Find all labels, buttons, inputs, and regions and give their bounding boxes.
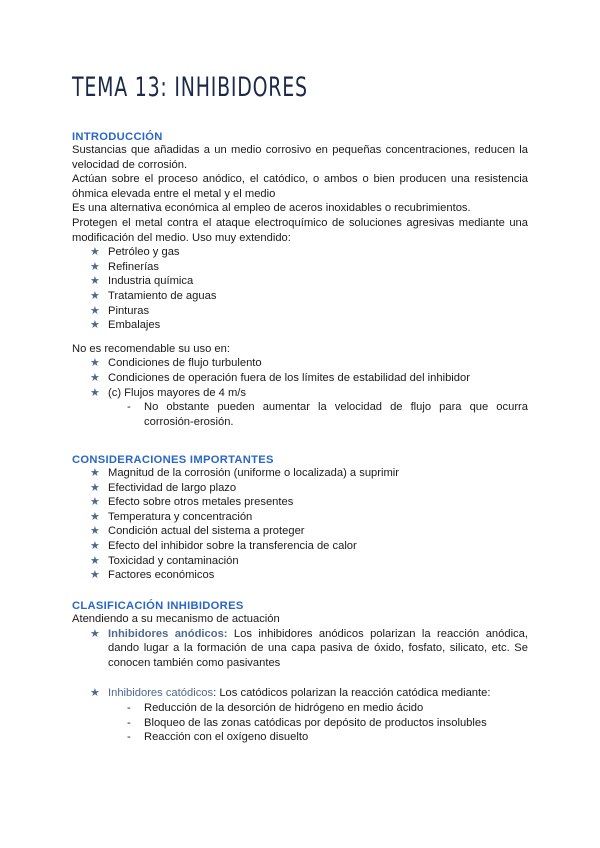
star-bullet-icon: ★ [90, 275, 100, 288]
list-item [72, 627, 528, 671]
list-item: ★ Condición actual del sistema a proteger [90, 525, 305, 538]
intro-paragraph-2: Actúan sobre el proceso anódico, el catódico, o ambos o bien producen una resistencia óhmica elevada entre el metal y el medio [72, 173, 528, 200]
star-bullet-icon: ★ [90, 304, 100, 317]
intro-paragraph-4: Protegen el metal contra el ataque electroquímico de soluciones agresivas mediante una modificación del medio. Uso muy extendido: [72, 216, 528, 244]
page-title: TEMA 13: INHIBIDORES [72, 72, 308, 103]
list-item: ★ Efectividad de largo plazo [90, 481, 237, 494]
intro-paragraph-3: Es una alternativa económica al empleo de aceros inoxidables o recubrimientos. [72, 202, 471, 215]
star-bullet-icon: ★ [90, 260, 100, 273]
star-bullet-icon: ★ [90, 510, 100, 523]
dash-bullet-icon: - [127, 701, 131, 714]
intro-paragraph-1: Sustancias que añadidas a un medio corrosivo en pequeñas concentraciones, reducen la velocidad de corrosión. [72, 144, 528, 171]
classification-section [72, 600, 528, 745]
star-bullet-icon: ★ [90, 569, 100, 582]
anodic-list [72, 627, 528, 671]
list-item: ★ Factores económicos [90, 569, 215, 582]
uses-list [72, 245, 528, 333]
list-item: - Reacción con el oxígeno disuelto [127, 731, 309, 744]
list-item: ★ Toxicidad y contaminación [90, 554, 239, 567]
list-item: - No obstante pueden aumentar la velocidad de flujo para que ocurra corrosión-erosión. [127, 401, 528, 428]
intro-section [72, 131, 528, 429]
cathodic-label: Inhibidores catódicos [108, 687, 214, 700]
star-bullet-icon: ★ [90, 357, 100, 370]
list-item: ★ Condiciones de flujo turbulento [90, 357, 262, 370]
list-item: ★ Efecto sobre otros metales presentes [90, 496, 294, 509]
star-bullet-icon: ★ [90, 319, 100, 332]
cathodic-list [72, 686, 528, 701]
dash-bullet-icon: - [127, 716, 131, 729]
list-item: ★ Tratamiento de aguas [90, 289, 217, 302]
list-item: ★ Refinerías [90, 260, 159, 273]
classification-intro: Atendiendo a su mecanismo de actuación [72, 613, 280, 625]
star-bullet-icon: ★ [90, 525, 100, 538]
list-item: - Reducción de la desorción de hidrógeno en medio ácido [127, 701, 424, 714]
star-bullet-icon: ★ [90, 687, 100, 700]
list-item [72, 686, 528, 701]
intro-heading: INTRODUCCIÓN [72, 131, 163, 143]
classification-heading: CLASIFICACIÓN INHIBIDORES [72, 600, 244, 612]
star-bullet-icon: ★ [90, 289, 100, 302]
anodic-text: Los inhibidores anódicos polarizan la reacción anódica, dando lugar a la formación de una capa pasiva de óxido, fosfato, silicato, etc. Se conocen también como pasivantes [108, 627, 528, 669]
cathodic-mechanisms-list [72, 701, 528, 745]
list-item: ★ Pinturas [90, 304, 150, 317]
star-bullet-icon: ★ [90, 386, 100, 399]
star-bullet-icon: ★ [90, 496, 100, 509]
list-item: ★ Embalajes [90, 319, 161, 332]
list-item: ★ Efecto del inhibidor sobre la transferencia de calor [90, 539, 357, 552]
anodic-label: Inhibidores anódicos: [108, 627, 228, 640]
star-bullet-icon: ★ [90, 539, 100, 552]
note-list [72, 400, 528, 429]
list-item: ★ (c) Flujos mayores de 4 m/s [90, 386, 247, 399]
star-bullet-icon: ★ [90, 481, 100, 494]
considerations-heading: CONSIDERACIONES IMPORTANTES [72, 454, 274, 466]
star-bullet-icon: ★ [90, 554, 100, 567]
star-bullet-icon: ★ [90, 246, 100, 259]
list-item: ★ Condiciones de operación fuera de los límites de estabilidad del inhibidor [90, 371, 470, 384]
list-item: ★ Temperatura y concentración [90, 510, 253, 523]
dash-bullet-icon: - [127, 401, 131, 414]
considerations-section [72, 454, 528, 583]
considerations-list [72, 466, 528, 583]
dash-bullet-icon: - [127, 731, 131, 744]
not-recommended-text: No es recomendable su uso en: [72, 342, 230, 355]
list-item: ★ Industria química [90, 275, 194, 288]
conditions-list [72, 356, 528, 400]
list-item: - Bloqueo de las zonas catódicas por depósito de productos insolubles [127, 716, 487, 729]
star-bullet-icon: ★ [90, 467, 100, 479]
cathodic-text: : Los catódicos polarizan la reacción catódica mediante: [213, 687, 491, 700]
star-bullet-icon: ★ [90, 371, 100, 384]
list-item: ★ Petróleo y gas [90, 246, 180, 259]
list-item: ★ Magnitud de la corrosión (uniforme o localizada) a suprimir [90, 467, 400, 479]
star-bullet-icon: ★ [90, 627, 100, 640]
